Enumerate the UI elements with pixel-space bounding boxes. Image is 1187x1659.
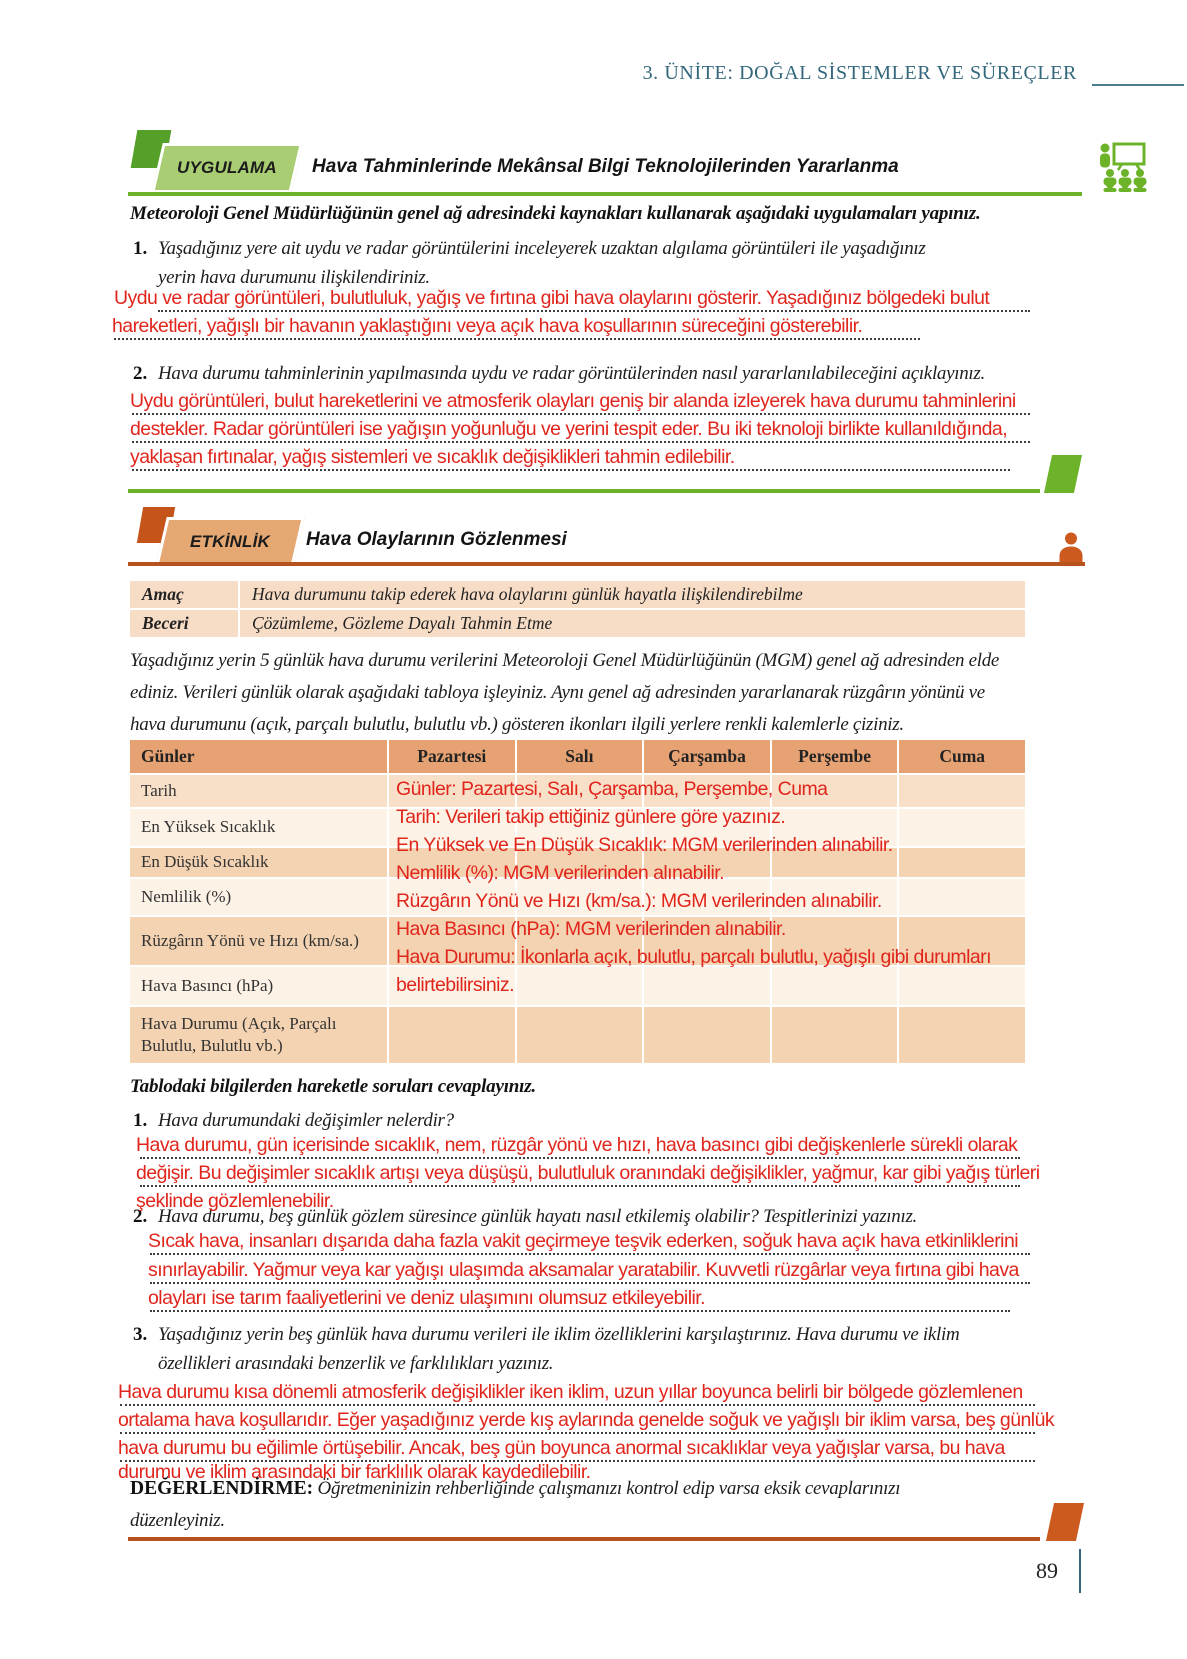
- info-label-amac: Amaç: [130, 581, 238, 608]
- table-header-cell: Pazartesi: [389, 740, 515, 773]
- table-row: [130, 1007, 1025, 1063]
- uygulama-intro: Meteoroloji Genel Müdürlüğünün genel ağ adresindeki kaynakları kullanarak aşağıdaki uygulamaları yapınız.: [130, 203, 981, 224]
- table-header-cell: Çarşamba: [644, 740, 770, 773]
- answer-line: Hava durumu, gün içerisinde sıcaklık, nem, rüzgâr yönü ve hızı, hava basıncı gibi değişkenlerle sürekli olarak: [136, 1134, 1018, 1156]
- info-value-beceri: Çözümleme, Gözleme Dayalı Tahmin Etme: [240, 610, 1025, 637]
- info-label-beceri: Beceri: [130, 610, 238, 637]
- table-cell-empty: [517, 1007, 643, 1063]
- table-cell-empty: [899, 879, 1025, 915]
- table-row: [130, 967, 1025, 1005]
- question-text: Yaşadığınız yerin beş günlük hava durumu verileri ile iklim özelliklerini karşılaştırınız. Hava durumu ve iklim: [158, 1324, 960, 1345]
- uygulama-badge-label: UYGULAMA: [177, 158, 277, 177]
- activity-paragraph-line: ediniz. Verileri günlük olarak aşağıdaki tabloya işleyiniz. Aynı genel ağ adresinden yararlanarak rüzgârın yönünü ve: [130, 682, 985, 703]
- table-overlay-note-line: Rüzgârın Yönü ve Hızı (km/sa.): MGM verilerinden alınabilir.: [396, 890, 882, 912]
- question-text: Hava durumundaki değişimler nelerdir?: [158, 1110, 454, 1131]
- question-text: yerin hava durumunu ilişkilendiriniz.: [158, 267, 430, 288]
- info-table: [130, 581, 1025, 639]
- table-header-cell: Perşembe: [772, 740, 898, 773]
- answer-dotted-line: [158, 310, 1030, 312]
- table-cell-empty: [772, 1007, 898, 1063]
- answer-dotted-line: [132, 469, 1010, 471]
- table-cell-empty: [899, 1007, 1025, 1063]
- table-overlay-note-line: Günler: Pazartesi, Salı, Çarşamba, Perşembe, Cuma: [396, 778, 828, 800]
- answer-dotted-line: [150, 1253, 1030, 1255]
- table-cell-empty: [899, 809, 1025, 846]
- answer-dotted-line: [120, 1432, 1035, 1434]
- followup-intro: Tablodaki bilgilerden hareketle soruları cevaplayınız.: [130, 1076, 536, 1097]
- section-end-rule: [128, 489, 1040, 493]
- table-cell-empty: [644, 1007, 770, 1063]
- question-number: 2.: [133, 1206, 148, 1227]
- table-cell-empty: [899, 775, 1025, 807]
- answer-dotted-line: [132, 413, 1030, 415]
- answer-line: Sıcak hava, insanları dışarıda daha fazla vakit geçirmeye teşvik ederken, soğuk hava açık hava etkinliklerini: [148, 1230, 1019, 1252]
- question-number: 2.: [133, 363, 148, 384]
- answer-dotted-line: [140, 1185, 1020, 1187]
- answer-line: yaklaşan fırtınalar, yağış sistemleri ve sıcaklık değişiklikleri tahmin edilebilir.: [130, 446, 735, 468]
- degerlendirme-text: Öğretmeninizin rehberliğinde çalışmanızı kontrol edip varsa eksik cevaplarınızı: [313, 1478, 901, 1499]
- answer-dotted-line: [150, 1310, 1010, 1312]
- table-cell-empty: [899, 967, 1025, 1005]
- unit-header: 3. ÜNİTE: DOĞAL SİSTEMLER VE SÜREÇLER: [642, 62, 1077, 84]
- table-cell-empty: [772, 967, 898, 1005]
- table-row-label: Nemlilik (%): [130, 879, 387, 915]
- table-header-cell: Salı: [517, 740, 643, 773]
- etkinlik-badge: [155, 517, 305, 567]
- answer-dotted-line: [114, 338, 920, 340]
- bottom-rule: [128, 1537, 1040, 1541]
- page-number-rule: [1079, 1549, 1081, 1593]
- answer-line: sınırlayabilir. Yağmur veya kar yağışı ulaşımda aksamalar yaratabilir. Kuvvetli rüzgârlar veya fırtına gibi hava: [148, 1259, 1019, 1281]
- answer-line: değişir. Bu değişimler sıcaklık artışı veya düşüşü, bulutluluk oranındaki değişiklikler, yağmur, kar gibi yağış türleri: [136, 1162, 1040, 1184]
- table-row-label: Hava Basıncı (hPa): [130, 967, 387, 1005]
- table-cell-empty: [899, 848, 1025, 877]
- table-overlay-note-line: Tarih: Verileri takip ettiğiniz günlere göre yazınız.: [396, 806, 786, 828]
- question-text: özellikleri arasındaki benzerlik ve farklılıkları yazınız.: [158, 1353, 554, 1374]
- table-row-label: Rüzgârın Yönü ve Hızı (km/sa.): [130, 917, 387, 965]
- etkinlik-title: Hava Olaylarının Gözlenmesi: [306, 529, 567, 550]
- answer-line: hareketleri, yağışlı bir havanın yaklaştığını veya açık hava koşullarının süreceğini gösterebilir.: [112, 315, 863, 337]
- uygulama-title: Hava Tahminlerinde Mekânsal Bilgi Teknolojilerinden Yararlanma: [312, 156, 899, 177]
- question-number: 1.: [133, 238, 148, 259]
- question-text: Hava durumu tahminlerinin yapılmasında uydu ve radar görüntülerinden nasıl yararlanılabileceğini açıklayınız.: [158, 363, 985, 384]
- table-cell-empty: [389, 1007, 515, 1063]
- degerlendirme-text-line2: düzenleyiniz.: [130, 1510, 225, 1531]
- activity-paragraph-line: hava durumunu (açık, parçalı bulutlu, bulutlu vb.) gösteren ikonları ilgili yerlere renkli kalemlerle çiziniz.: [130, 714, 904, 735]
- table-row-label: En Yüksek Sıcaklık: [130, 809, 387, 846]
- unit-header-rule: [1092, 84, 1184, 86]
- activity-paragraph-line: Yaşadığınız yerin 5 günlük hava durumu verilerini Meteoroloji Genel Müdürlüğünün (MGM) genel ağ adresinden elde: [130, 650, 1000, 671]
- answer-dotted-line: [120, 1404, 1035, 1406]
- answer-line: durumu ve iklim arasındaki bir farklılık olarak kaydedilebilir.: [118, 1461, 591, 1483]
- answer-line: Uydu görüntüleri, bulut hareketlerini ve atmosferik olayları geniş bir alanda izleyerek hava durumu tahminlerini: [130, 390, 1016, 412]
- table-overlay-note-line: Hava Durumu: İkonlarla açık, bulutlu, parçalı bulutlu, yağışlı gibi durumları: [396, 946, 991, 968]
- info-row-beceri: [130, 610, 1025, 637]
- bottom-rule-cap: [1046, 1503, 1084, 1541]
- classroom-icon: [1096, 142, 1152, 197]
- table-row-label: En Düşük Sıcaklık: [130, 848, 387, 877]
- table-header-cell: Günler: [130, 740, 387, 773]
- page-number: 89: [1036, 1558, 1058, 1583]
- info-row-amac: [130, 581, 1025, 608]
- answer-line: şeklinde gözlemlenebilir.: [136, 1190, 334, 1212]
- table-overlay-note-line: En Yüksek ve En Düşük Sıcaklık: MGM verilerinden alınabilir.: [396, 834, 893, 856]
- table-overlay-note-line: Hava Basıncı (hPa): MGM verilerinden alınabilir.: [396, 918, 786, 940]
- answer-dotted-line: [132, 441, 1030, 443]
- table-header-cell: Cuma: [899, 740, 1025, 773]
- answer-line: destekler. Radar görüntüleri ise yağışın yoğunluğu ve yerini tespit eder. Bu iki teknoloji birlikte kullanıldığında,: [130, 418, 1008, 440]
- answer-line: Hava durumu kısa dönemli atmosferik değişiklikler iken iklim, uzun yıllar boyunca belirli bir bölgede gözlemlenen: [118, 1381, 1023, 1403]
- answer-line: ortalama hava koşullarıdır. Eğer yaşadığınız yerde kış aylarında genelde soğuk ve yağışlı bir iklim varsa, beş günlük: [118, 1409, 1055, 1431]
- answer-line: olayları ise tarım faaliyetlerini ve deniz ulaşımını olumsuz etkileyebilir.: [148, 1287, 705, 1309]
- etkinlik-badge-label: ETKİNLİK: [190, 532, 270, 551]
- answer-line: Uydu ve radar görüntüleri, bulutluluk, yağış ve fırtına gibi hava olaylarını gösterir. Yaşadığınız bölgedeki bulut: [114, 287, 990, 309]
- table-cell-empty: [644, 967, 770, 1005]
- uygulama-badge: [151, 143, 303, 193]
- table-cell-empty: [517, 967, 643, 1005]
- question-number: 3.: [133, 1324, 148, 1345]
- question-text: Yaşadığınız yere ait uydu ve radar görüntülerini inceleyerek uzaktan algılama görüntüleri ile yaşadığınız: [158, 238, 926, 259]
- table-row-label: Tarih: [130, 775, 387, 807]
- section-end-cap: [1044, 455, 1082, 493]
- table-overlay-note-line: belirtebilirsiniz.: [396, 974, 514, 996]
- question-number: 1.: [133, 1110, 148, 1131]
- table-header-row: [130, 740, 1025, 773]
- question-text: Hava durumu, beş günlük gözlem süresince günlük hayatı nasıl etkilemiş olabilir? Tespitlerinizi yazınız.: [158, 1206, 918, 1227]
- etkinlik-rule: [128, 562, 1085, 566]
- uygulama-rule: [128, 192, 1082, 196]
- answer-dotted-line: [140, 1157, 1020, 1159]
- answer-line: hava durumu bu eğilimle örtüşebilir. Ancak, beş gün boyunca anormal sıcaklıklar veya yağışlar varsa, bu hava: [118, 1437, 1005, 1459]
- table-row-label: Hava Durumu (Açık, Parçalı Bulutlu, Bulutlu vb.): [130, 1007, 387, 1063]
- table-overlay-note-line: Nemlilik (%): MGM verilerinden alınabilir.: [396, 862, 724, 884]
- answer-dotted-line: [150, 1282, 1030, 1284]
- degerlendirme-label: DEĞERLENDİRME:: [130, 1478, 314, 1499]
- info-value-amac: Hava durumunu takip ederek hava olaylarını günlük hayatla ilişkilendirebilme: [240, 581, 1025, 608]
